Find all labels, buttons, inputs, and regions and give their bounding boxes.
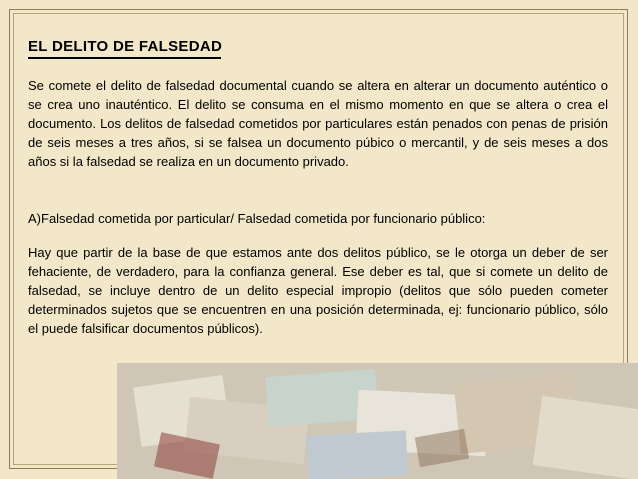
paragraph-definition: Se comete el delito de falsedad documental cuando se altera en alterar un documento auténtico o se crea uno inauténtico. El delito se consuma en el mismo momento en que se altera o crea el documento. Los delitos de falsedad cometidos por particulares están penados con penas de prisión de seis meses a tres años, si se falsea un documento púbico o mercantil, y de seis meses a dos años si la falsedad se realiza en un documento privado. (28, 78, 608, 169)
paragraph-subheading: A)Falsedad cometida por particular/ Falsedad cometida por funcionario público: (28, 211, 486, 226)
slide-title: EL DELITO DE FALSEDAD (28, 38, 223, 55)
forged-documents-photo (117, 363, 638, 479)
paragraph-explanation: Hay que partir de la base de que estamos ante dos delitos público, se le otorga un deber de ser fehaciente, de verdadero, para la confianza general. Ese deber es tal, que si comete un delito de falsedad, se incluye dentro de un delito especial impropio (delitos que sólo pueden cometer determinados sujetos que se encuentren en una posición determinada, ej: funcionario público, sólo el puede falsificar documentos públicos). (28, 245, 608, 336)
photo-document (306, 430, 408, 479)
title-underline (28, 57, 221, 59)
photo-document (533, 396, 638, 479)
